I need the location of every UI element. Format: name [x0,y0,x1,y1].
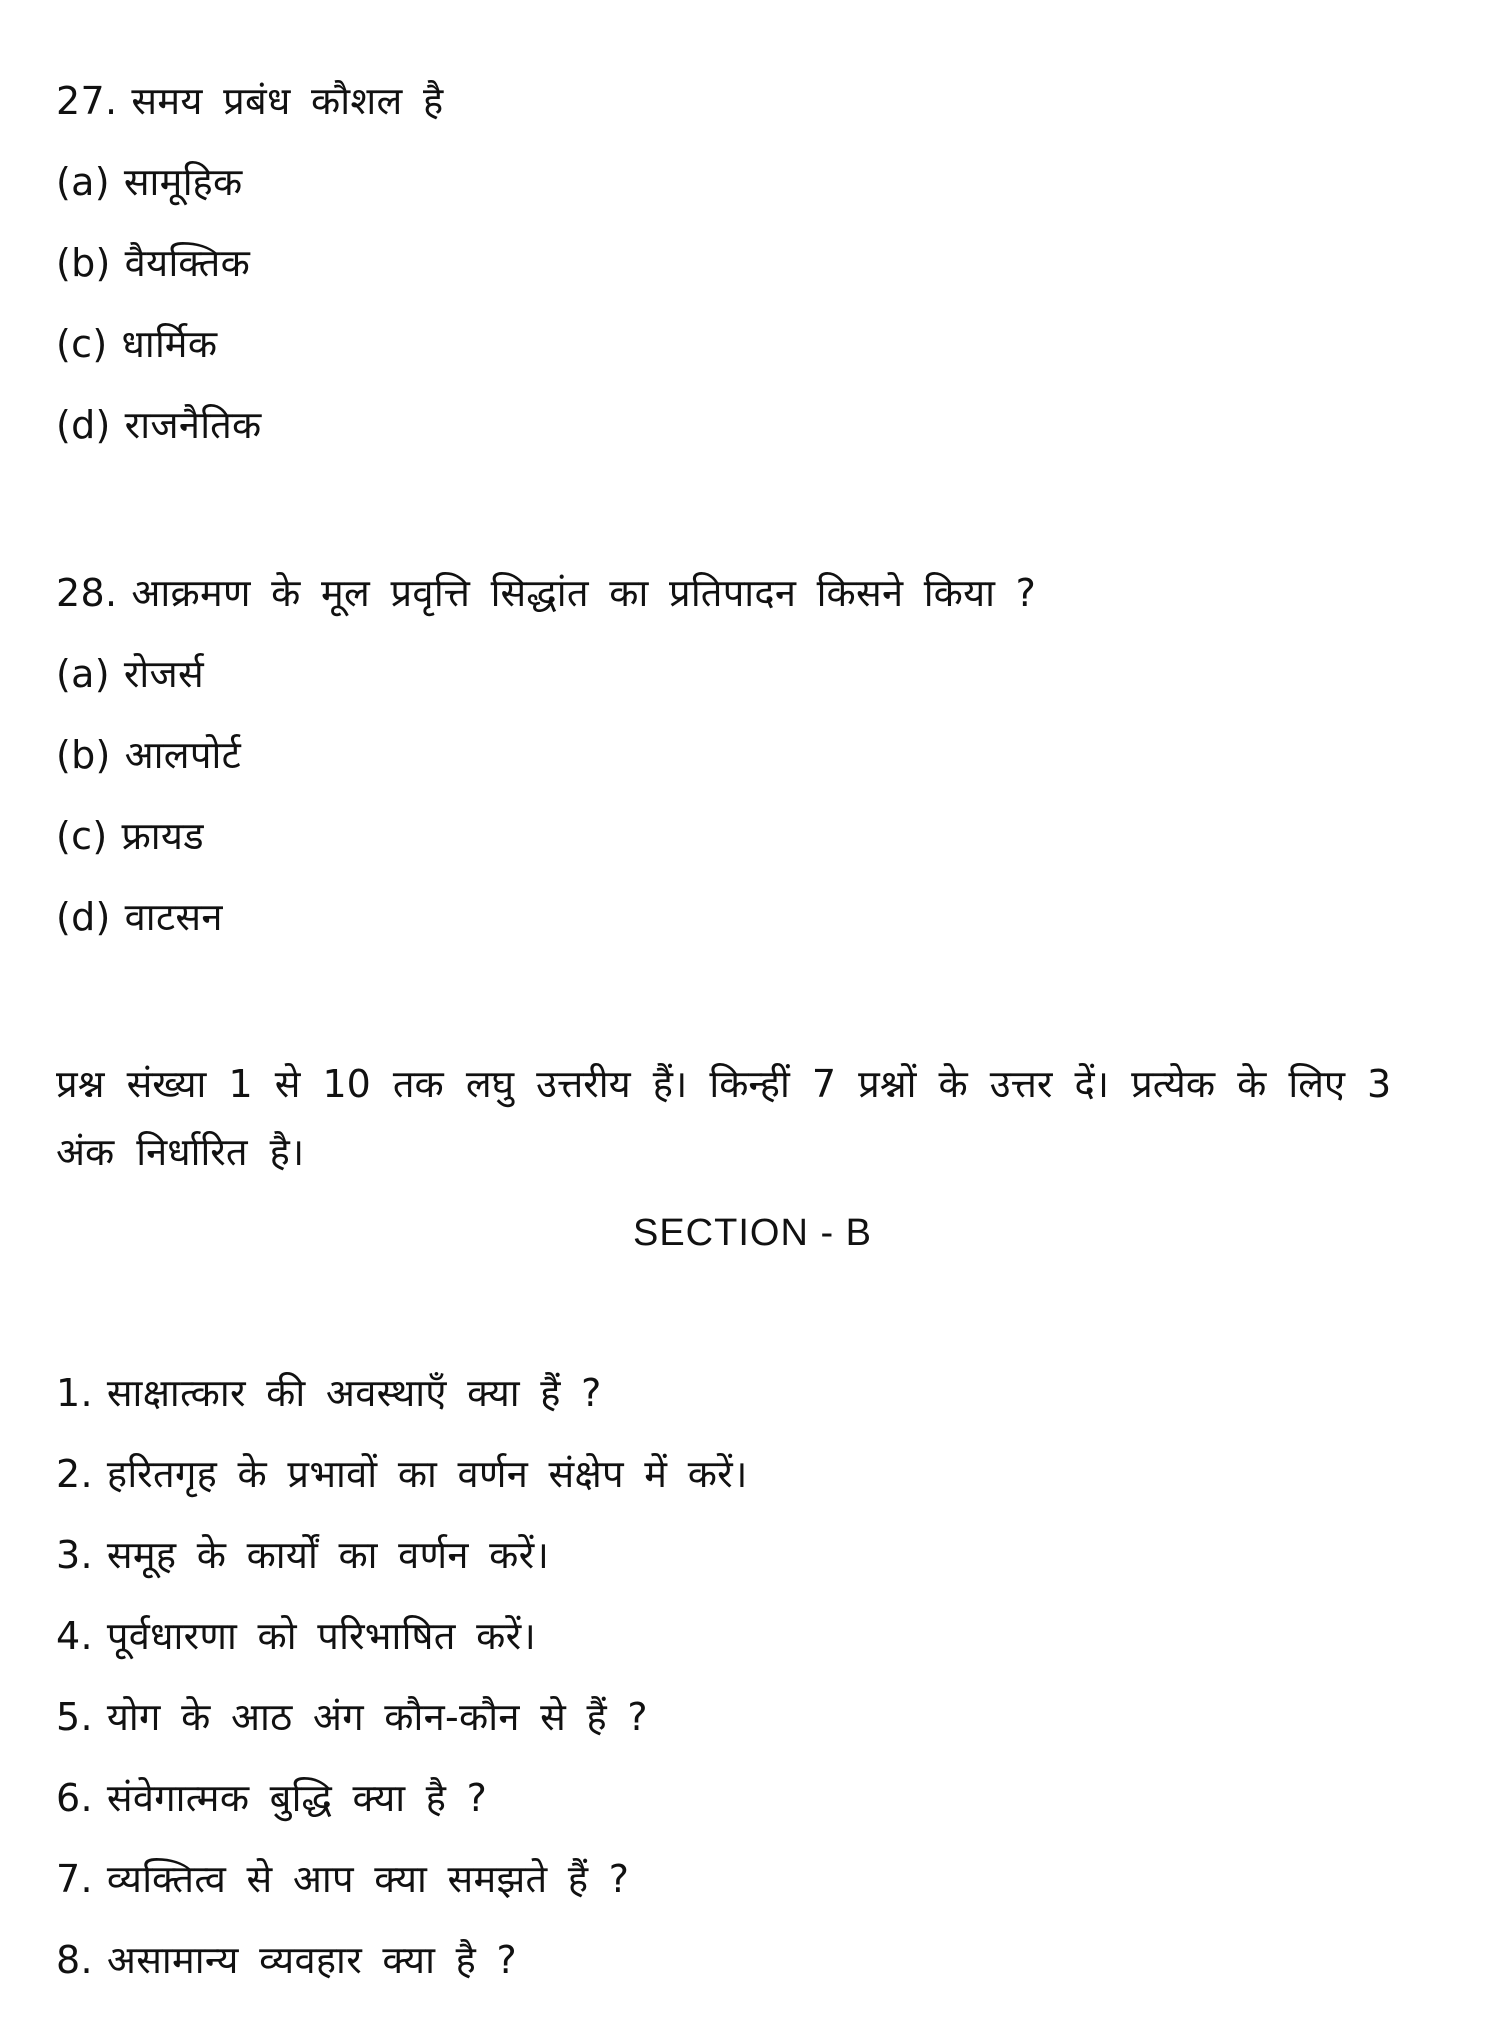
question-number: 28. [56,571,118,615]
option-label: (a) [56,652,110,696]
option-label: (d) [56,895,111,939]
option-label: (c) [56,322,108,366]
option-a [56,157,243,207]
short-question-5 [56,1692,648,1742]
option-d [56,400,262,450]
option-b [56,238,250,288]
question-number: 4. [56,1614,93,1658]
question-number: 2. [56,1452,93,1496]
question-number: 3. [56,1533,93,1577]
question-text: आक्रमण के मूल प्रवृत्ति सिद्धांत का प्रतिपादन किसने किया ? [131,571,1037,615]
section-instructions: प्रश्न संख्या 1 से 10 तक लघु उत्तरीय हैं। किन्हीं 7 प्रश्नों के उत्तर दें। प्रत्येक के लिए 3 अंक निर्धारित है। [56,1062,1392,1174]
option-label: (d) [56,403,111,447]
question-text: असामान्य व्यवहार क्या है ? [106,1938,517,1982]
short-question-6 [56,1773,487,1823]
question-number: 7. [56,1857,93,1901]
option-b [56,730,241,780]
option-label: (b) [56,733,111,777]
option-c [56,811,204,861]
option-c [56,319,217,369]
section-heading: SECTION - B [632,1212,873,1254]
option-label: (b) [56,241,111,285]
question-text: पूर्वधारणा को परिभाषित करें। [106,1614,537,1658]
question-number: 27. [56,79,118,123]
question-27 [56,76,443,126]
question-number: 6. [56,1776,93,1820]
question-number: 5. [56,1695,93,1739]
short-question-3 [56,1530,549,1580]
option-text: वैयक्तिक [124,241,251,285]
short-question-7 [56,1854,629,1904]
option-text: रोजर्स [123,652,205,696]
option-text: धार्मिक [121,322,218,366]
option-text: सामूहिक [123,160,243,204]
short-question-1 [56,1368,602,1418]
short-question-4 [56,1611,536,1661]
option-label: (c) [56,814,108,858]
question-text: साक्षात्कार की अवस्थाएँ क्या हैं ? [106,1371,602,1415]
question-text: समय प्रबंध कौशल है [131,79,444,123]
question-28 [56,568,1036,618]
question-text: योग के आठ अंग कौन-कौन से हैं ? [106,1695,648,1739]
question-text: संवेगात्मक बुद्धि क्या है ? [106,1776,488,1820]
question-text: समूह के कार्यों का वर्णन करें। [106,1533,550,1577]
question-text: व्यक्तित्व से आप क्या समझते हैं ? [106,1857,630,1901]
option-text: आलपोर्ट [124,733,242,777]
option-text: फ्रायड [121,814,204,858]
option-a [56,649,204,699]
short-question-8 [56,1935,517,1985]
option-text: वाटसन [124,895,223,939]
short-question-2 [56,1449,748,1499]
question-number: 1. [56,1371,93,1415]
question-number: 8. [56,1938,93,1982]
option-label: (a) [56,160,110,204]
option-text: राजनैतिक [124,403,262,447]
option-d [56,892,223,942]
question-text: हरितगृह के प्रभावों का वर्णन संक्षेप में करें। [106,1452,748,1496]
